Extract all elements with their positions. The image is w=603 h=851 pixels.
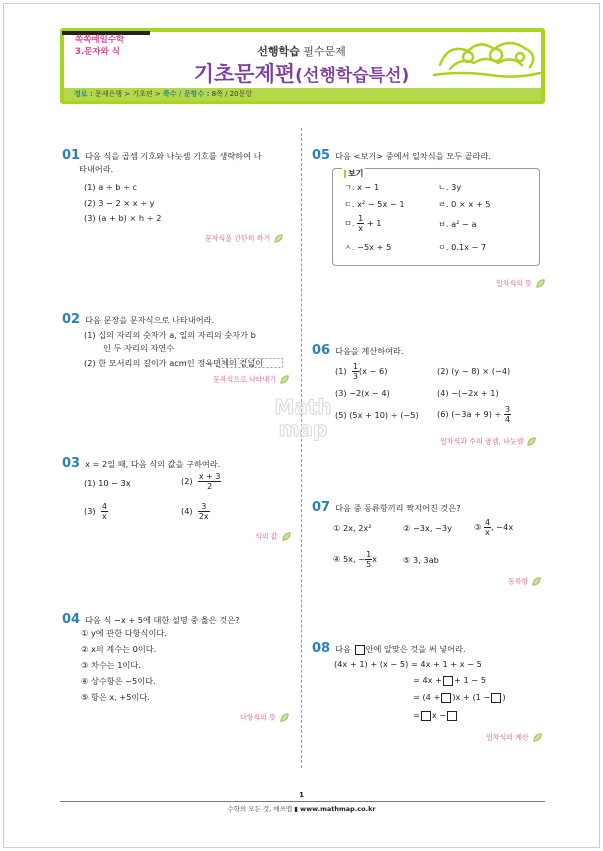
- answer-box[interactable]: [421, 711, 431, 721]
- footer: 수학의 모든 것, 매쓰맵 ▮ www.mathmap.co.kr: [227, 805, 376, 813]
- q08-line-1: (4x + 1) + (x − 5) = 4x + 1 + x − 5: [334, 659, 482, 669]
- q08-line-2: = 4x + + 1 − 5: [413, 675, 486, 685]
- q06-choice-3: (3) −2(x − 4): [335, 388, 390, 398]
- mathmap-watermark: [268, 392, 338, 442]
- q05-example-label: 보기: [342, 168, 365, 179]
- answer-box[interactable]: [441, 693, 451, 703]
- q03-choice-3: (3) $\frac{4}{x}$: [84, 502, 107, 521]
- q07-stem: 07 다음 중 동류항끼리 짝지어진 것은?: [312, 500, 461, 515]
- q04-choice-5: ⑤ 항은 x, +5이다.: [81, 692, 150, 702]
- meta-info: 경로 : 문제은행 > 기초편 > 쪽수 / 문항수 : 8쪽 / 20문항: [74, 90, 253, 98]
- q02-choice-1-cont: 인 두 자리의 자연수: [103, 343, 175, 353]
- q03-choice-1: (1) 10 − 3x: [84, 478, 131, 488]
- q02-choice-2: (2) 한 모서리의 길이가 acm인 정육면체의 겉넓이: [84, 358, 264, 368]
- q05-item-5: ㅁ. $\frac{1}{x}$ + 1: [344, 214, 382, 233]
- q05-item-3: ㄷ. x² − 5x − 1: [344, 199, 405, 209]
- q01-choice-2: (2) 3 − 2 × x ÷ y: [84, 198, 155, 208]
- cloud-ornament-icon: [430, 35, 542, 80]
- q06-choice-4: (4) −(−2x + 1): [437, 388, 499, 398]
- q05-item-1: ㄱ. x − 1: [344, 182, 380, 192]
- q07-topic: 동류항: [508, 576, 542, 587]
- q05-item-4: ㄹ. 0 × x + 5: [438, 199, 491, 209]
- q06-choice-5: (5) (5x + 10) ÷ (−5): [335, 410, 419, 420]
- leaf-icon: [279, 712, 290, 723]
- q04-choice-2: ② x의 계수는 0이다.: [81, 644, 157, 654]
- page-number: 1: [299, 791, 304, 799]
- q02-stem: 02 다음 문장을 문자식으로 나타내어라.: [62, 312, 215, 327]
- watermark-line-1: Math: [274, 395, 332, 419]
- q05-item-8: ㅇ. 0.1x − 7: [438, 242, 487, 252]
- answer-box[interactable]: [447, 711, 457, 721]
- answer-box[interactable]: [491, 693, 501, 703]
- series-tag: 쏙쏙예일수학: [75, 35, 125, 45]
- q02-topic: 문자식으로 나타내기: [213, 374, 290, 385]
- q01-choice-1: (1) a ÷ b ÷ c: [84, 182, 138, 192]
- q03-choice-2: (2) $\frac{x + 3}{2}$: [181, 472, 221, 491]
- q06-choice-1: (1) $\frac{1}{3}$ (x − 6): [335, 362, 388, 381]
- q05-topic: 일차식의 뜻: [496, 278, 546, 289]
- q06-topic: 일차식과 수의 곱셈, 나눗셈: [440, 436, 537, 447]
- leaf-icon: [281, 531, 292, 542]
- q02-choice-1: (1) 십의 자리의 숫자가 a, 일의 자리의 숫자가 b: [84, 330, 256, 340]
- q04-choice-1: ① y에 관한 다항식이다.: [81, 628, 167, 638]
- q04-stem: 04 다음 식 −x + 5에 대한 설명 중 옳은 것은?: [62, 612, 240, 627]
- q07-choice-5: ⑤ 3, 3ab: [403, 555, 439, 565]
- q03-choice-4: (4) $\frac{3}{2x}$: [181, 502, 209, 521]
- chapter-tag: 3.문자와 식: [75, 47, 120, 57]
- leaf-icon: [535, 278, 546, 289]
- watermark-line-2: map: [278, 417, 328, 441]
- logo-icon: ▮: [294, 805, 298, 813]
- q08-stem: 08 다음 안에 알맞은 것을 써 넣어라.: [312, 641, 466, 656]
- q03-stem: 03 x = 2일 때, 다음 식의 값을 구하여라.: [62, 456, 221, 471]
- q01-stem-cont: 타내어라.: [79, 164, 114, 174]
- q07-choice-3: ③ $\frac{4}{x}$ , −4x: [474, 518, 514, 537]
- q07-choice-2: ② −3x, −3y: [403, 523, 452, 533]
- q07-choice-4: ④ 5x, − $\frac{1}{5}$ x: [333, 550, 378, 569]
- leaf-icon: [526, 436, 537, 447]
- q06-stem: 06 다음을 계산하여라.: [312, 343, 404, 358]
- q05-item-7: ㅅ. −5x + 5: [344, 242, 392, 252]
- answer-box[interactable]: [443, 676, 453, 686]
- q08-line-3: = (4 + )x + (1 − ): [413, 692, 506, 702]
- q05-item-2: ㄴ. 3y: [438, 182, 462, 192]
- leaf-icon: [279, 374, 290, 385]
- q02-dashed-highlight: [217, 358, 283, 368]
- column-divider: [301, 128, 302, 768]
- q07-choice-1: ① 2x, 2x²: [333, 523, 372, 533]
- leaf-icon: [531, 576, 542, 587]
- q08-topic: 일차식의 계산: [486, 732, 543, 743]
- answer-box: [355, 645, 365, 655]
- footer-divider: [60, 801, 545, 802]
- leaf-icon: [273, 233, 284, 244]
- q05-item-6: ㅂ. a² − a: [438, 219, 477, 229]
- q03-topic: 식의 값: [255, 531, 292, 542]
- q04-choice-3: ③ 차수는 1이다.: [81, 660, 141, 670]
- q04-choice-4: ④ 상수항은 −5이다.: [81, 676, 156, 686]
- q08-line-4: = x −: [413, 710, 458, 721]
- page-subtitle: 선행학습 필수문제: [257, 45, 346, 58]
- q04-topic: 다항식의 뜻: [240, 712, 290, 723]
- page-title: 기초문제편(선행학습특선): [193, 62, 410, 86]
- q06-choice-2: (2) (y − 8) × (−4): [437, 366, 511, 376]
- q01-choice-3: (3) (a + b) × h ÷ 2: [84, 213, 162, 223]
- q05-stem: 05 다음 <보기> 중에서 일차식을 모두 골라라.: [312, 148, 491, 163]
- q01-stem: 01 다음 식을 곱셈 기호와 나눗셈 기호를 생략하여 나: [62, 148, 262, 163]
- q01-topic: 문자식을 간단히 하기: [205, 233, 284, 244]
- leaf-icon: [532, 732, 543, 743]
- q06-choice-6: (6) (−3a + 9) ÷ $\frac{3}{4}$: [437, 405, 511, 424]
